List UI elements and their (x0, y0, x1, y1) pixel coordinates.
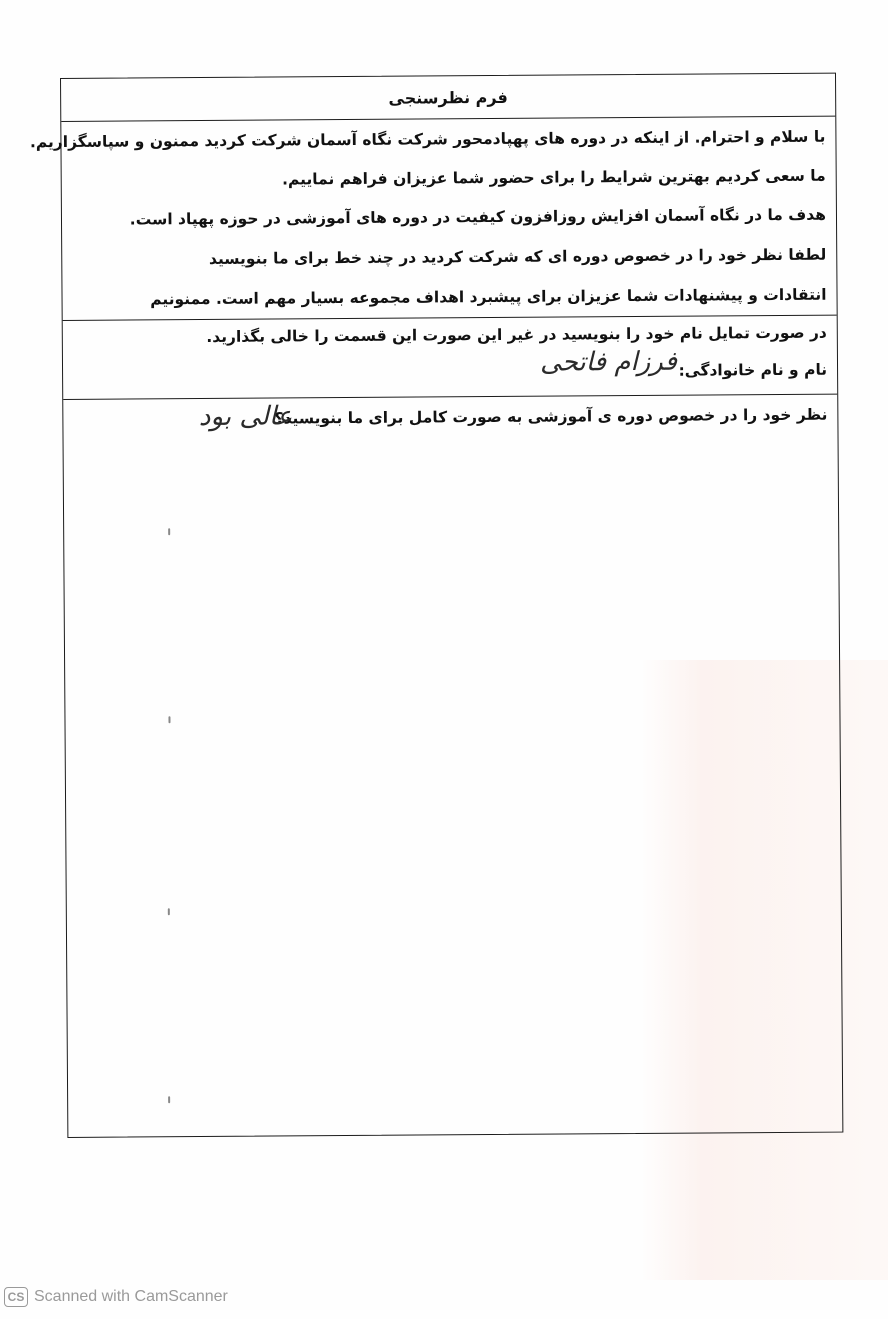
intro-line-3: هدف ما در نگاه آسمان افزایش روزافزون کیفیت در دوره های آموزشی در حوزه پهپاد است. (129, 205, 827, 229)
camscanner-logo-icon: CS (4, 1287, 28, 1307)
opinion-section (63, 394, 842, 1137)
speck (168, 1096, 170, 1103)
name-handwritten: فرزام فاتحی (539, 346, 678, 378)
intro-line-4: لطفا نظر خود را در خصوص دوره ای که شرکت کردید در چند خط برای ما بنویسید (208, 245, 827, 268)
intro-line-2: ما سعی کردیم بهترین شرایط را برای حضور شما عزیزان فراهم نماییم. (281, 166, 826, 189)
opinion-question: نظر خود را در خصوص دوره ی آموزشی به صورت کامل برای ما بنویسید؟ (274, 405, 828, 428)
name-section (63, 316, 838, 400)
intro-section (29, 116, 836, 321)
form-title: فرم نظرسنجی (61, 74, 835, 122)
intro-line-1: با سلام و احترام. از اینکه در دوره های پهپادمحور شرکت نگاه آسمان شرکت کردید ممنون و سپاسگزاریم. (29, 127, 826, 152)
opinion-handwritten: عالی بود (198, 401, 293, 433)
name-label: نام و نام خانوادگی: (678, 360, 828, 380)
survey-form (29, 73, 843, 1138)
scanner-text: Scanned with CamScanner (34, 1288, 228, 1305)
intro-line-5: انتقادات و پیشنهادات شما عزیزان برای پیشبرد اهداف مجموعه بسیار مهم است. ممنونیم (150, 285, 827, 309)
speck (168, 528, 170, 535)
camscanner-watermark (4, 1287, 228, 1307)
speck (168, 908, 170, 915)
speck (168, 716, 170, 723)
name-instruction: در صورت تمایل نام خود را بنویسید در غیر این صورت این قسمت را خالی بگذارید. (206, 323, 827, 346)
